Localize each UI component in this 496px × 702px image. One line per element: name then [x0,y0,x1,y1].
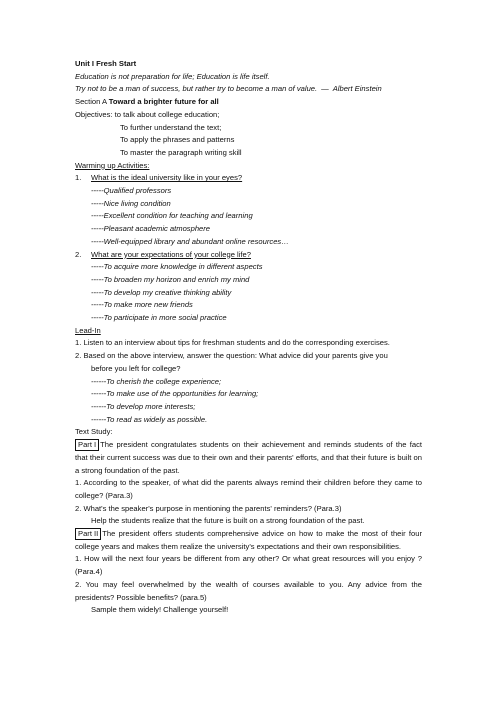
quote-education: Education is not preparation for life; Education is life itself. [75,71,270,81]
part2-question-2: 2. You may feel overwhelmed by the wealth of courses available to you. Any advice from the presidents? Possible benefits? (para.5) [75,579,422,602]
answer-item: -----Excellent condition for teaching and learning [91,211,253,221]
answer-item: ------To make use of the opportunities for learning; [91,389,259,399]
warmup-question-1 [75,172,422,185]
quote-einstein-text: Try not to be a man of success, but rather try to become a man of value. [75,84,318,94]
objective-item: To apply the phrases and patterns [120,135,235,145]
part1-text: The president congratulates students on their achievement and reminds students of the fact that their current success was due to their own and their parents' efforts, and that their future is built on a strong foundation of the past. [75,440,422,475]
part2-text: The president offers students comprehensive advice on how to make the most of their four college years and makes them realize the university's expectations and their own responsibilities. [75,529,422,551]
question-text: What are your expectations of your college life? [91,249,251,259]
quote-dash: — [321,84,329,94]
objective-item: To further understand the text; [120,122,222,132]
part1-question-2-answer: Help the students realize that the future is built on a strong foundation of the past. [91,516,365,526]
answer-item: -----To make more new friends [91,300,193,310]
part1-question-2: 2. What's the speaker's purpose in mentioning the parents' reminders? (Para.3) [75,503,342,513]
answer-item: -----To participate in more social practice [91,313,227,323]
objectives-first: Objectives: to talk about college education; [75,109,220,119]
answer-item: -----To develop my creative thinking ability [91,287,232,297]
answer-item: -----To broaden my horizon and enrich my mind [91,274,250,284]
part1-summary [75,439,422,477]
question-text: What is the ideal university like in your eyes? [91,173,243,183]
part2-question-2-answer: Sample them widely! Challenge yourself! [91,605,229,615]
answer-item: -----Nice living condition [91,198,171,208]
leadin-item-1: 1. Listen to an interview about tips for freshman students and do the corresponding exercises. [75,338,390,348]
warmup-heading: Warming up Activities: [75,160,150,170]
answer-item: -----Well-equipped library and abundant online resources… [91,236,289,246]
objective-item: To master the paragraph writing skill [120,147,242,157]
answer-item: ------To cherish the college experience; [91,376,222,386]
leadin-item-2: 2. Based on the above interview, answer the question: What advice did your parents give you [75,351,388,361]
question-number: 2. [75,249,82,259]
document-content [75,58,422,617]
unit-title: Unit I Fresh Start [75,59,137,68]
quote-author: Albert Einstein [332,84,382,94]
answer-item: ------To develop more interests; [91,401,196,411]
part1-label: Part I [75,439,99,451]
part2-summary [75,528,422,553]
leadin-item-2-cont: before you left for college? [91,363,181,373]
part1-question-1: 1. According to the speaker, of what did the parents always remind their children before they came to college? (Para.3) [75,478,422,500]
warmup-question-2 [75,249,422,262]
answer-item: -----Pleasant academic atmosphere [91,224,211,234]
answer-item: ------To read as widely as possible. [91,414,208,424]
section-title: Toward a brighter future for all [108,97,219,107]
quote-einstein [75,83,422,96]
question-number: 1. [75,173,82,183]
section-label: Section A [75,97,107,107]
part2-label: Part II [75,528,101,540]
answer-item: -----To acquire more knowledge in different aspects [91,262,263,272]
part2-question-1: 1. How will the next four years be different from any other? Or what great resources will you enjoy ? (Para.4) [75,554,422,577]
section-heading [75,96,422,109]
leadin-heading: Lead-In [75,325,101,335]
text-study-heading: Text Study: [75,427,113,437]
answer-item: -----Qualified professors [91,186,172,196]
